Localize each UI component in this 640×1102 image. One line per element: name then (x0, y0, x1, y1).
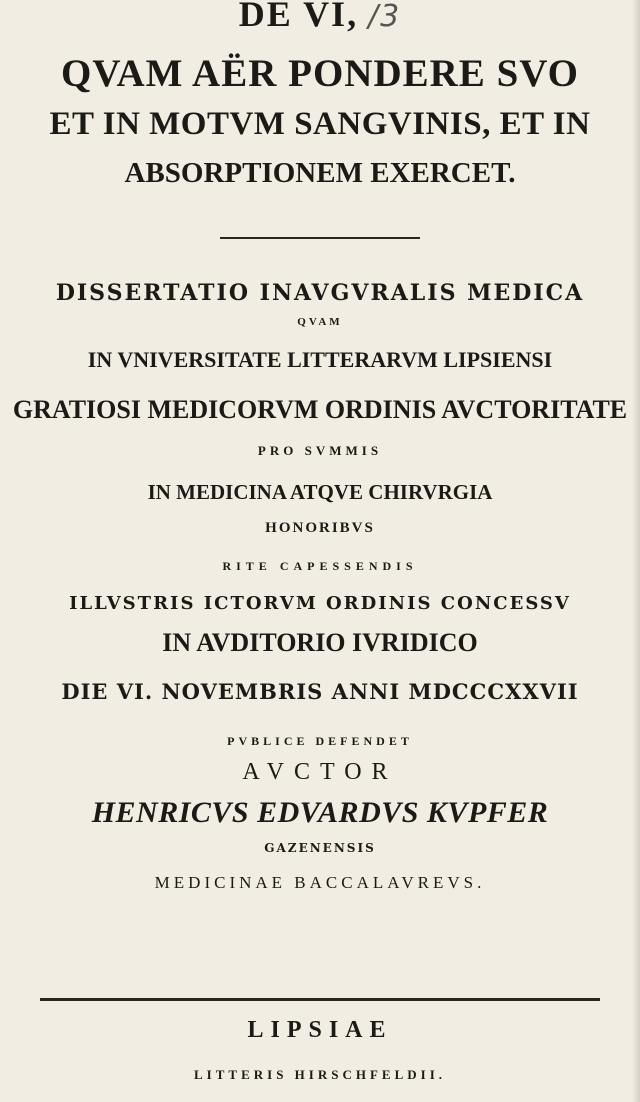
title-de-vi: DE VI, (238, 0, 359, 34)
author-name: HENRICVS EDVARDVS KVPFER (91, 796, 549, 829)
imprint-city: LIPSIAE (247, 1017, 393, 1043)
imprint-divider (40, 998, 600, 1001)
gratiosi-line: GRATIOSI MEDICORVM ORDINIS AVCTORITATE (12, 395, 628, 424)
title-line-1 (0, 0, 640, 32)
degree-line: MEDICINAE BACCALAVREVS. (154, 873, 486, 892)
rite-line: RITE CAPESSENDIS (222, 559, 418, 573)
honoribus-line: HONORIBVS (265, 520, 375, 536)
title-divider (220, 237, 420, 239)
dissertatio-line: DISSERTATIO INAVGVRALIS MEDICA (55, 280, 585, 306)
title-line-2: QVAM AËR PONDERE SVO (61, 52, 579, 95)
handwritten-annotation: /3 (368, 0, 402, 34)
origin-line: GAZENENSIS (264, 841, 376, 855)
auditorio-line: IN AVDITORIO IVRIDICO (162, 628, 478, 657)
universitate-line: IN VNIVERSITATE LITTERARVM LIPSIENSI (87, 347, 553, 372)
publice-line: PVBLICE DEFENDET (227, 734, 413, 748)
title-line-4: ABSORPTIONEM EXERCET. (124, 157, 516, 189)
qvam-line: QVAM (297, 316, 343, 328)
medicina-line: IN MEDICINA ATQVE CHIRVRGIA (147, 480, 493, 504)
auctor-label: AVCTOR (242, 759, 398, 785)
page-edge-shadow (632, 0, 640, 1102)
pro-summis-line: PRO SVMMIS (257, 443, 383, 458)
imprint-printer: LITTERIS HIRSCHFELDII. (194, 1067, 446, 1082)
illustris-line: ILLVSTRIS ICTORVM ORDINIS CONCESSV (69, 593, 571, 614)
die-line: DIE VI. NOVEMBRIS ANNI MDCCCXXVII (61, 679, 579, 704)
title-line-3: ET IN MOTVM SANGVINIS, ET IN (49, 106, 591, 142)
